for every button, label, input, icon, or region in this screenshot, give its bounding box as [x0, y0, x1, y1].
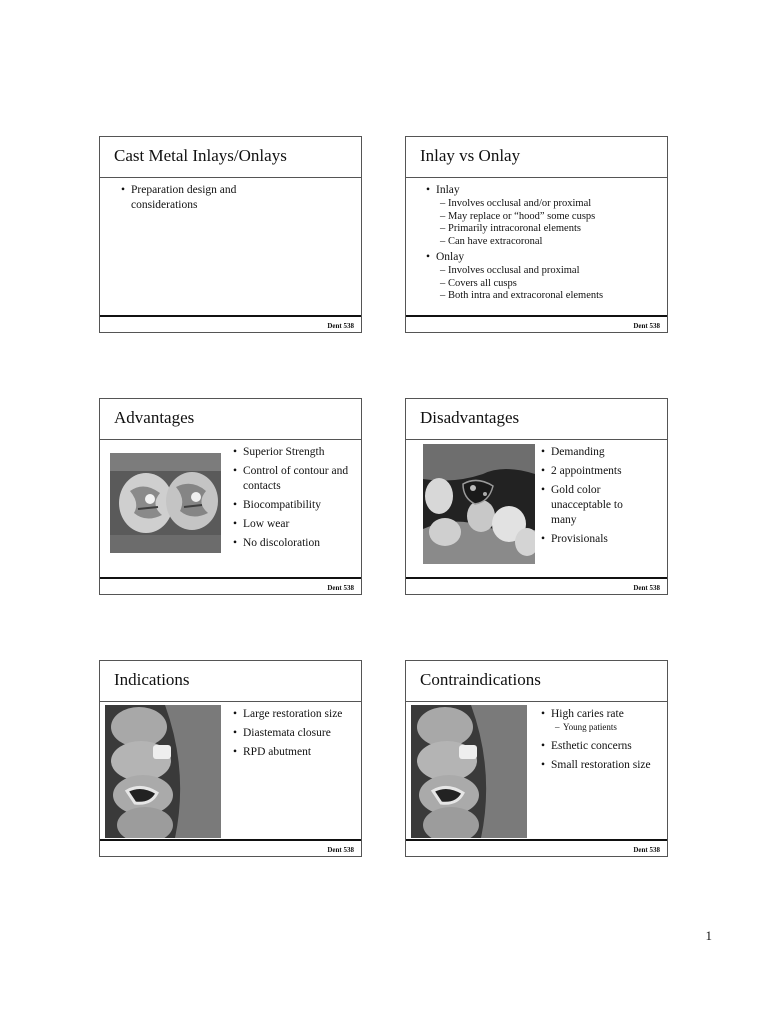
bullet-item — [541, 758, 651, 773]
slide-footer: Dent 538 — [327, 584, 354, 592]
footer-divider — [100, 839, 361, 841]
bullet-text: Gold color unacceptable to many — [551, 484, 623, 526]
footer-divider — [100, 315, 361, 317]
slide-cast-metal-inlays-onlays — [99, 136, 362, 333]
bullet-text: No discoloration — [243, 537, 320, 549]
bullet-item — [233, 536, 358, 551]
bullet-item — [426, 250, 666, 305]
title-divider — [406, 701, 667, 702]
title-divider — [406, 439, 667, 440]
sub-bullet: – Young patients — [555, 722, 666, 733]
slide-footer: Dent 538 — [327, 322, 354, 330]
sub-bullet: – Both intra and extracoronal elements — [440, 290, 666, 303]
slide-footer: Dent 538 — [633, 846, 660, 854]
bullet-text: Onlay — [436, 251, 465, 263]
bullet-text: Control of contour and contacts — [243, 465, 349, 492]
title-divider — [100, 439, 361, 440]
bullet-item — [233, 745, 358, 760]
bullet-item — [233, 445, 358, 460]
bullet-item — [541, 483, 649, 528]
sub-bullet: – Covers all cusps — [440, 278, 666, 291]
footer-divider — [406, 577, 667, 579]
bullet-text: 2 appointments — [551, 465, 622, 477]
bullet-text: Provisionals — [551, 533, 608, 545]
slide-title: Cast Metal Inlays/Onlays — [114, 146, 287, 165]
bullet-text: Superior Strength — [243, 446, 325, 458]
bullet-item — [233, 517, 358, 532]
teeth-restoration-photo — [105, 705, 221, 838]
sub-bullet: – Involves occlusal and/or proximal — [440, 198, 666, 211]
slide-title: Indications — [114, 670, 190, 689]
bullet-text: Esthetic concerns — [551, 740, 632, 752]
footer-divider — [406, 315, 667, 317]
slide-indications — [99, 660, 362, 857]
page-number: 1 — [705, 928, 712, 943]
bullet-item — [233, 464, 358, 494]
bullet-text: Inlay — [436, 184, 460, 196]
slide-title: Contraindications — [420, 670, 541, 689]
bullet-text: Diastemata closure — [243, 727, 331, 739]
sub-bullet: – Can have extracoronal — [440, 236, 666, 249]
bullet-text: Low wear — [243, 518, 290, 530]
bullet-text: Small restoration size — [551, 759, 651, 771]
slide-inlay-vs-onlay — [405, 136, 668, 333]
bullet-item — [541, 445, 666, 460]
gold-onlay-photo — [423, 444, 535, 564]
slide-footer: Dent 538 — [633, 322, 660, 330]
gold-restorations-photo — [110, 453, 221, 553]
slide-title: Inlay vs Onlay — [420, 146, 521, 165]
footer-divider — [406, 839, 667, 841]
sub-bullet: – Primarily intracoronal elements — [440, 223, 666, 236]
bullet-item — [541, 532, 666, 547]
slide-footer: Dent 538 — [633, 584, 660, 592]
bullet-item — [541, 739, 666, 754]
slide-disadvantages — [405, 398, 668, 595]
title-divider — [406, 177, 667, 178]
slide-footer: Dent 538 — [327, 846, 354, 854]
sub-bullet: – May replace or “hood” some cusps — [440, 211, 666, 224]
bullet-item — [233, 707, 353, 722]
slide-advantages — [99, 398, 362, 595]
bullet-text: Biocompatibility — [243, 499, 321, 511]
bullet-text: Large restoration size — [243, 708, 343, 720]
bullet-item — [426, 183, 666, 250]
bullet-item — [541, 707, 666, 735]
footer-divider — [100, 577, 361, 579]
bullet-item — [541, 464, 666, 479]
bullet-text: High caries rate — [551, 708, 624, 720]
sub-bullet: – Involves occlusal and proximal — [440, 265, 666, 278]
bullet-text: Preparation design and considerations — [131, 184, 237, 211]
teeth-restoration-photo — [411, 705, 527, 838]
bullet-text: Demanding — [551, 446, 605, 458]
bullet-text: RPD abutment — [243, 746, 312, 758]
title-divider — [100, 701, 361, 702]
title-divider — [100, 177, 361, 178]
slide-title: Disadvantages — [420, 408, 520, 427]
bullet-item — [233, 498, 358, 513]
slide-title: Advantages — [114, 408, 195, 427]
bullet-item — [121, 183, 301, 213]
bullet-item — [233, 726, 358, 741]
slide-contraindications — [405, 660, 668, 857]
